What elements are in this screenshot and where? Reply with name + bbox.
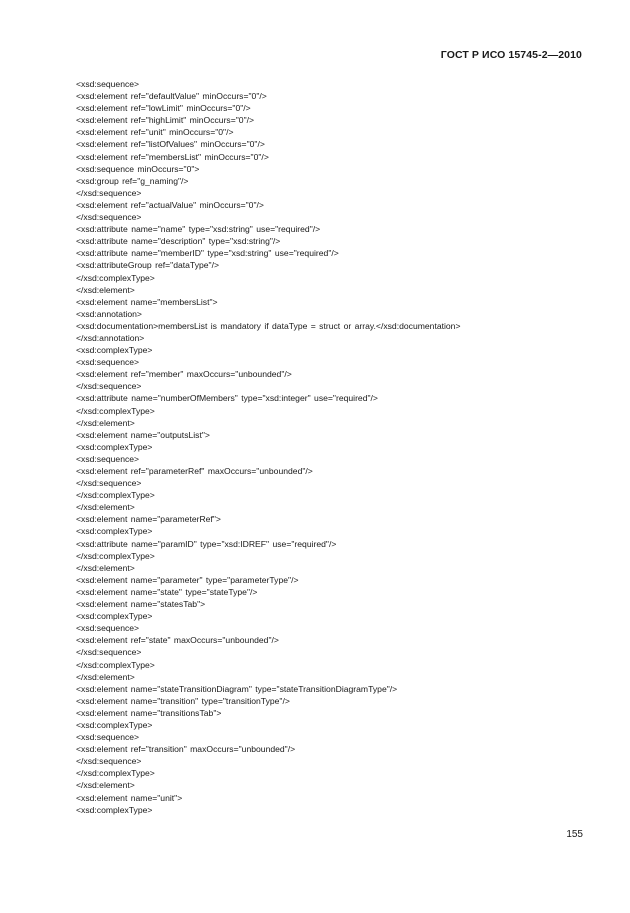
code-line: <xsd:complexType> [76, 345, 153, 356]
code-line: </xsd:complexType> [76, 272, 155, 283]
code-line: <xsd:element ref="transition" maxOccurs="unbounded"/> [76, 744, 296, 755]
code-line: <xsd:annotation> [76, 308, 142, 319]
code-line: </xsd:sequence> [76, 756, 142, 767]
code-line: <xsd:element ref="member" maxOccurs="unbounded"/> [76, 369, 292, 380]
code-line: </xsd:element> [76, 284, 135, 295]
code-line: <xsd:element ref="defaultValue" minOccurs="0"/> [76, 91, 267, 102]
code-line: <xsd:element name="unit"> [76, 792, 183, 803]
code-line: <xsd:element ref="lowLimit" minOccurs="0"/> [76, 103, 251, 114]
code-line: <xsd:attributeGroup ref="dataType"/> [76, 260, 220, 271]
code-line: <xsd:attribute name="numberOfMembers" type="xsd:integer" use="required"/> [76, 393, 378, 404]
code-line: <xsd:group ref="g_naming"/> [76, 175, 189, 186]
code-line: <xsd:attribute name="description" type="xsd:string"/> [76, 236, 281, 247]
code-line: <xsd:complexType> [76, 441, 153, 452]
code-line: </xsd:sequence> [76, 187, 142, 198]
code-line: <xsd:element ref="unit" minOccurs="0"/> [76, 127, 234, 138]
code-line: <xsd:element name="state" type="stateType"/> [76, 586, 258, 597]
code-line: <xsd:sequence> [76, 79, 140, 89]
xml-schema-code-block [76, 78, 596, 816]
code-line: <xsd:element name="outputsList"> [76, 429, 210, 440]
code-line: </xsd:sequence> [76, 381, 142, 392]
document-header: ГОСТ Р ИСО 15745-2—2010 [440, 49, 582, 61]
code-line: <xsd:element name="statesTab"> [76, 599, 206, 610]
code-line: <xsd:complexType> [76, 719, 153, 730]
code-line: <xsd:element name="transitionsTab"> [76, 707, 222, 718]
code-line: <xsd:complexType> [76, 611, 153, 622]
code-line: <xsd:sequence> [76, 732, 140, 743]
code-line: <xsd:element ref="actualValue" minOccurs="0"/> [76, 199, 264, 210]
code-line: <xsd:element ref="highLimit" minOccurs="0"/> [76, 115, 255, 126]
code-line: <xsd:element name="parameterRef"> [76, 514, 221, 525]
code-line: </xsd:sequence> [76, 212, 142, 223]
code-line: <xsd:attribute name="memberID" type="xsd:string" use="required"/> [76, 248, 339, 259]
code-line: </xsd:complexType> [76, 659, 155, 670]
code-line: </xsd:element> [76, 502, 135, 513]
code-line: <xsd:sequence minOccurs="0"> [76, 163, 200, 174]
code-line: <xsd:element ref="listOfValues" minOccurs="0"/> [76, 139, 265, 150]
code-line: <xsd:complexType> [76, 526, 153, 537]
code-line: <xsd:attribute name="paramID" type="xsd:IDREF" use="required"/> [76, 538, 337, 549]
code-line: </xsd:complexType> [76, 490, 155, 501]
code-line: <xsd:element name="parameter" type="parameterType"/> [76, 574, 299, 585]
code-line: <xsd:element name="transition" type="transitionType"/> [76, 695, 290, 706]
code-line: <xsd:sequence> [76, 357, 140, 368]
code-line: <xsd:sequence> [76, 453, 140, 464]
code-line: <xsd:element ref="state" maxOccurs="unbounded"/> [76, 635, 279, 646]
code-line: </xsd:element> [76, 562, 135, 573]
code-line: </xsd:complexType> [76, 550, 155, 561]
code-line: </xsd:annotation> [76, 332, 145, 343]
code-line: <xsd:element ref="parameterRef" maxOccurs="unbounded"/> [76, 466, 313, 476]
code-line: <xsd:element name="stateTransitionDiagram" type="stateTransitionDiagramType"/> [76, 683, 398, 694]
code-line: <xsd:attribute name="name" type="xsd:string" use="required"/> [76, 224, 321, 235]
code-line: <xsd:sequence> [76, 623, 140, 634]
code-line: </xsd:complexType> [76, 405, 155, 416]
code-line: </xsd:sequence> [76, 647, 142, 658]
code-line: <xsd:element ref="membersList" minOccurs="0"/> [76, 151, 269, 162]
code-line: <xsd:documentation>membersList is mandatory if dataType = struct or array.</xsd:documentation> [76, 320, 461, 331]
code-line: <xsd:element name="membersList"> [76, 296, 218, 307]
code-line: </xsd:element> [76, 417, 135, 428]
code-line: </xsd:sequence> [76, 478, 142, 489]
code-line: </xsd:element> [76, 671, 135, 682]
code-line: <xsd:complexType> [76, 804, 153, 815]
page-number: 155 [566, 829, 583, 840]
code-line: </xsd:complexType> [76, 768, 155, 779]
code-line: </xsd:element> [76, 780, 135, 791]
